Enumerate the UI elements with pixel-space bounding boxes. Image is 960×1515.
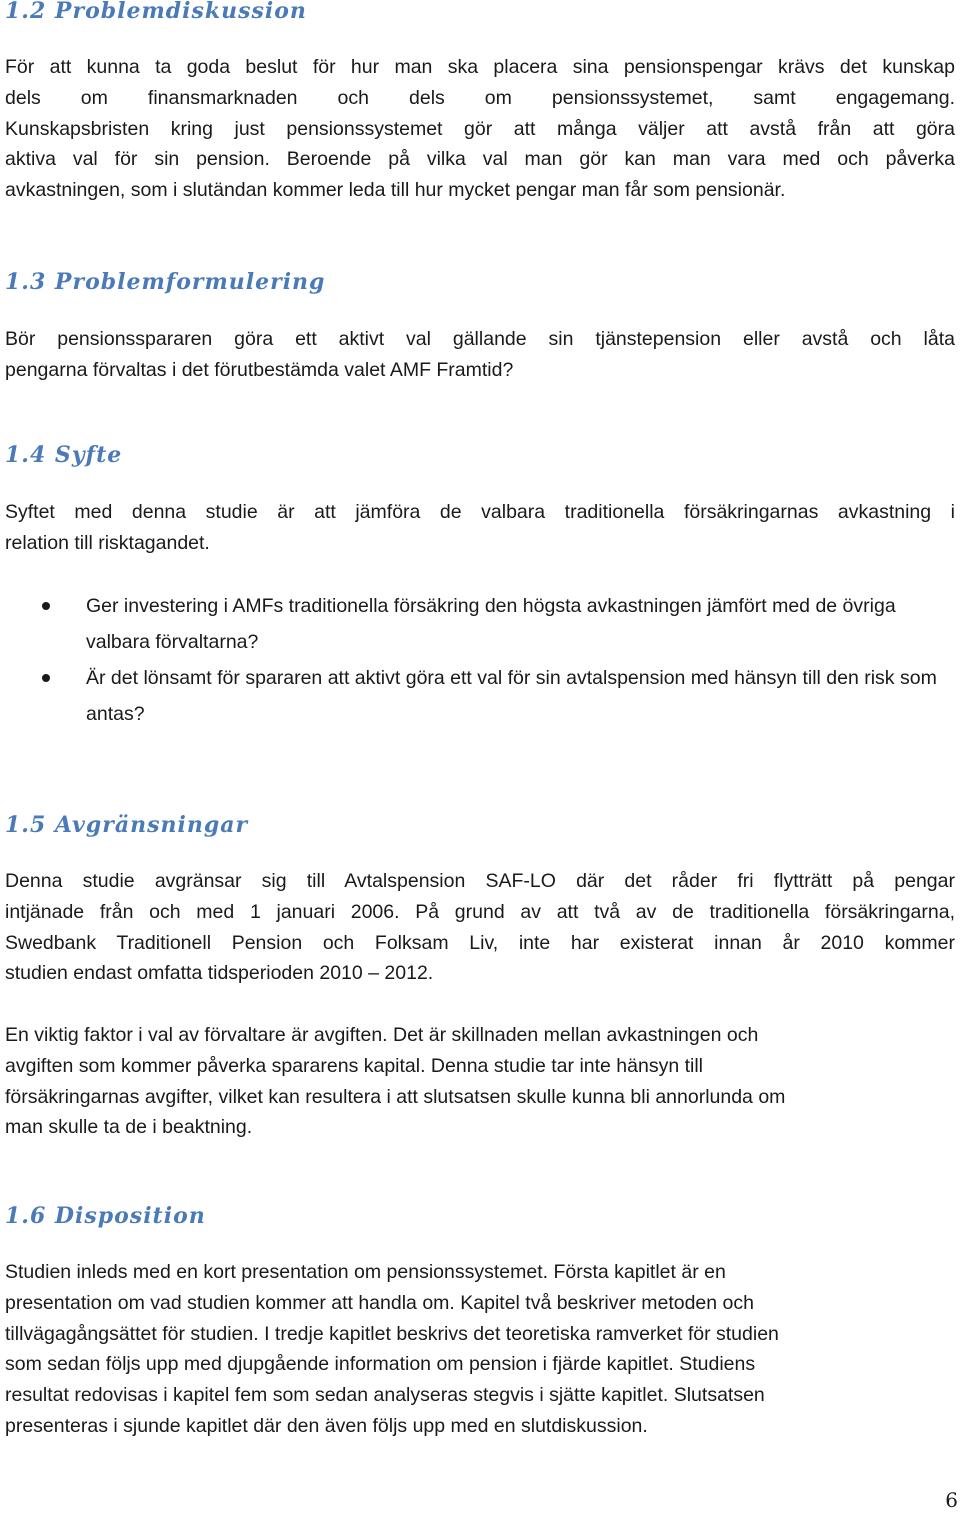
text-line: tillvägagångsättet för studien. I tredje kapitlet beskrivs det teoretiska ramverket för studien — [5, 1322, 779, 1345]
research-questions-list — [40, 588, 960, 732]
section-heading-syfte: 1.4 Syfte — [5, 442, 123, 468]
bullet-icon — [42, 674, 50, 682]
text-line: presenteras i sjunde kapitlet där den även följs upp med en slutdiskussion. — [5, 1414, 648, 1437]
list-item — [40, 660, 960, 732]
text-line: resultat redovisas i kapitel fem som sedan analyseras stegvis i sjätte kapitlet. Slutsatsen — [5, 1384, 765, 1407]
text-line: aktiva val för sin pension. Beroende på vilka val man gör kan man vara med och påverka — [5, 148, 955, 171]
text-line: Kunskapsbristen kring just pensionssystemet gör att många väljer att avstå från att göra — [5, 117, 955, 140]
text-line: försäkringarnas avgifter, vilket kan resultera i att slutsatsen skulle kunna bli annorlunda om — [5, 1085, 786, 1108]
paragraph-problemformulering — [5, 324, 955, 386]
text-line: intjänade från och med 1 januari 2006. På grund av att två av de traditionella försäkringarna, — [5, 900, 955, 923]
text-line: relation till risktagandet. — [5, 531, 210, 554]
page-number: 6 — [945, 1488, 958, 1512]
section-heading-problemformulering: 1.3 Problemformulering — [5, 269, 326, 295]
text-line: Syftet med denna studie är att jämföra de valbara traditionella försäkringarnas avkastning i — [5, 501, 955, 523]
paragraph-disposition — [5, 1257, 955, 1442]
list-item-text: Är det lönsamt för spararen att aktivt göra ett val för sin avtalspension med hänsyn till den risk som antas? — [86, 667, 937, 725]
text-line: Denna studie avgränsar sig till Avtalspension SAF-LO där det råder fri flytträtt på pengar — [5, 870, 955, 892]
paragraph-problemdiskussion — [5, 52, 955, 206]
text-line: pengarna förvaltas i det förutbestämda valet AMF Framtid? — [5, 358, 514, 381]
section-heading-disposition: 1.6 Disposition — [5, 1203, 206, 1229]
text-line: avkastningen, som i slutändan kommer leda till hur mycket pengar man får som pensionär. — [5, 179, 786, 202]
text-line: avgiften som kommer påverka spararens kapital. Denna studie tar inte hänsyn till — [5, 1054, 704, 1077]
list-item-text: Ger investering i AMFs traditionella försäkring den högsta avkastningen jämfört med de övriga valbara förvaltarna? — [86, 595, 896, 653]
paragraph-avgransningar-1 — [5, 866, 955, 989]
text-line: Bör pensionsspararen göra ett aktivt val gällande sin tjänstepension eller avstå och låta — [5, 328, 955, 350]
bullet-icon — [42, 602, 50, 610]
text-line: man skulle ta de i beaktning. — [5, 1116, 253, 1139]
text-line: presentation om vad studien kommer att handla om. Kapitel två beskriver metoden och — [5, 1291, 754, 1314]
text-line: En viktig faktor i val av förvaltare är avgiften. Det är skillnaden mellan avkastningen och — [5, 1024, 759, 1046]
text-line: Swedbank Traditionell Pension och Folksam Liv, inte har existerat innan år 2010 kommer — [5, 931, 955, 954]
text-line: som sedan följs upp med djupgående information om pension i fjärde kapitlet. Studiens — [5, 1353, 756, 1376]
paragraph-avgransningar-2 — [5, 1020, 955, 1143]
text-line: studien endast omfatta tidsperioden 2010 – 2012. — [5, 962, 434, 985]
section-heading-avgransningar: 1.5 Avgränsningar — [5, 812, 249, 838]
paragraph-syfte — [5, 497, 955, 559]
text-line: Studien inleds med en kort presentation om pensionssystemet. Första kapitlet är en — [5, 1261, 726, 1283]
section-heading-problemdiskussion: 1.2 Problemdiskussion — [5, 0, 307, 24]
text-line: dels om finansmarknaden och dels om pensionssystemet, samt engagemang. — [5, 86, 955, 109]
text-line: För att kunna ta goda beslut för hur man ska placera sina pensionspengar krävs det kunskap — [5, 56, 955, 78]
list-item — [40, 588, 960, 660]
